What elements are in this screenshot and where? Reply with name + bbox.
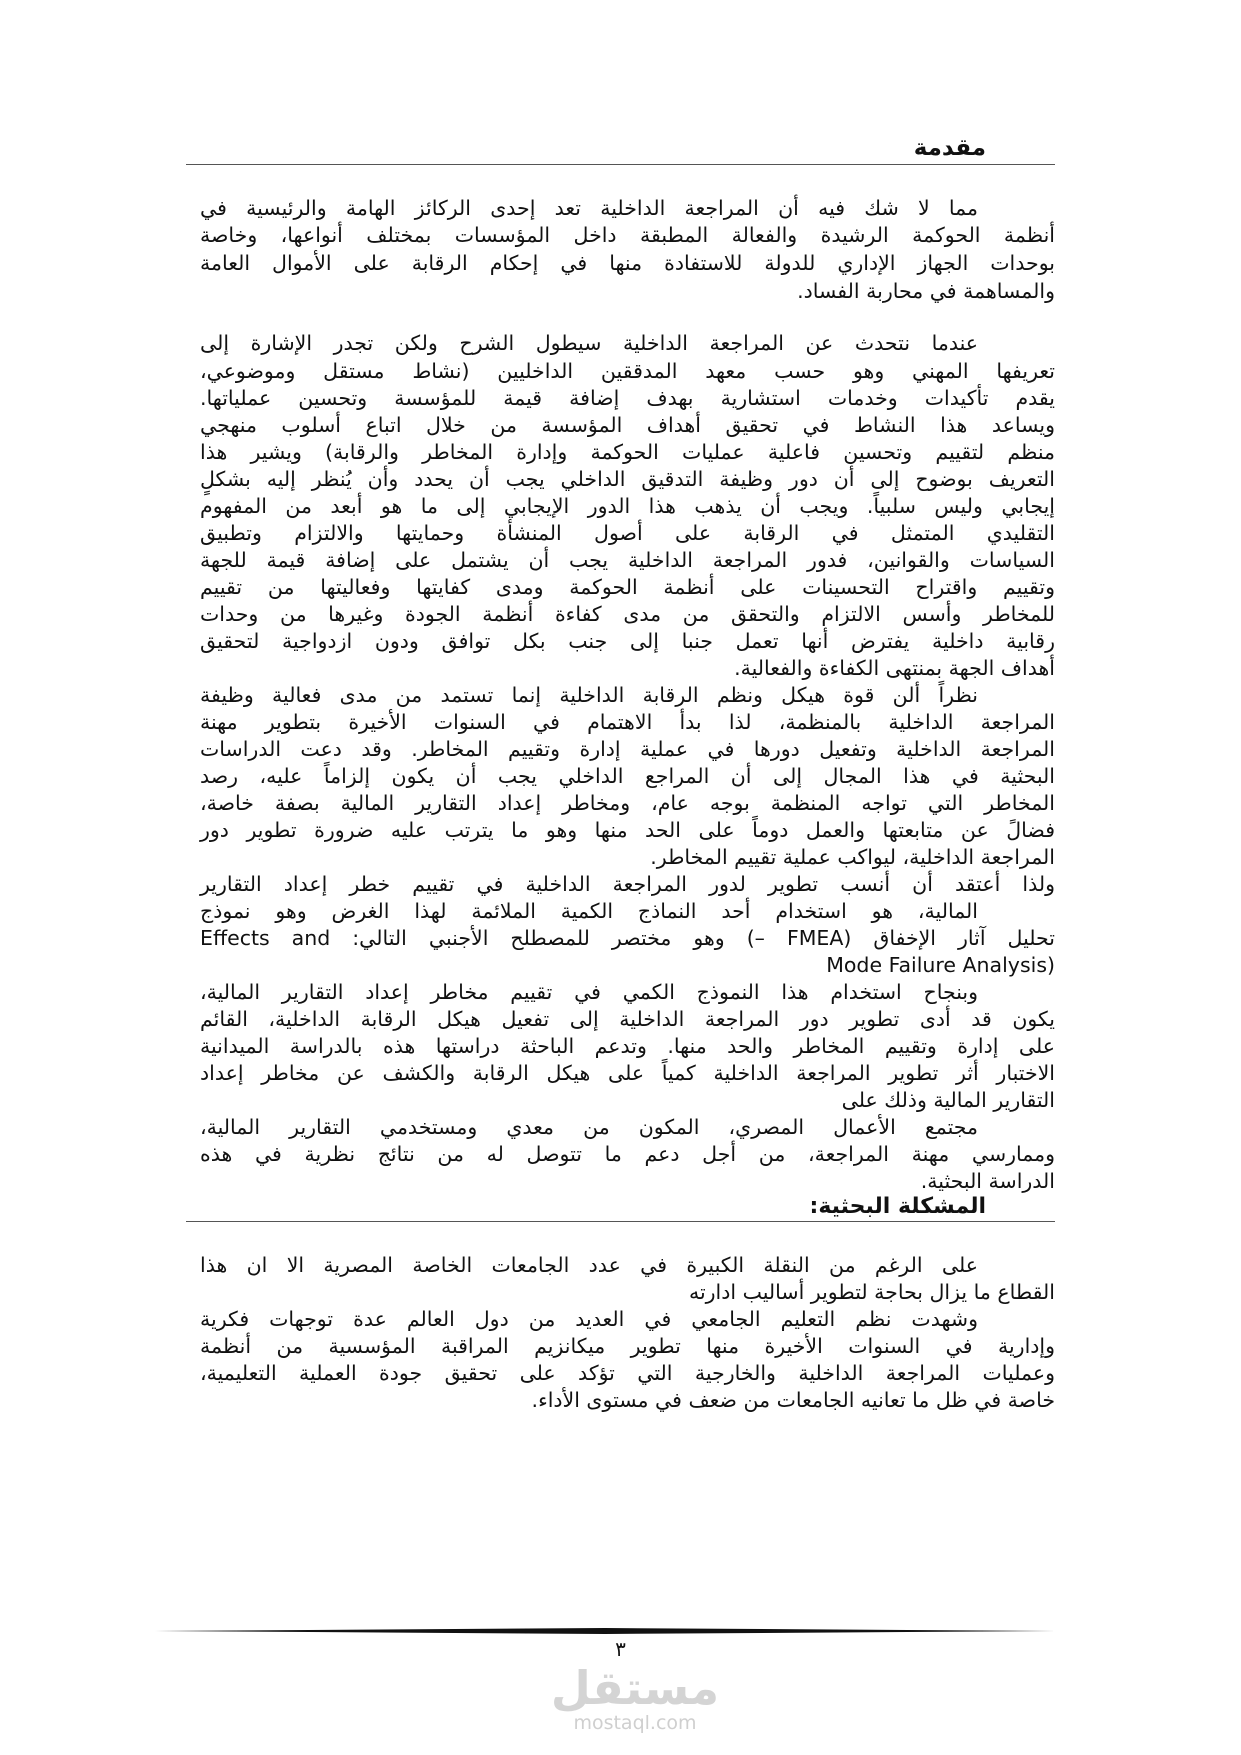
section-heading-intro: مقدمة [913,135,986,161]
text-line: المراجعة الداخلية، ليواكب عملية تقييم المخاطر. [650,845,1055,869]
heading-underline [186,1221,1055,1222]
text-line: وإدارية في السنوات الأخيرة منها تطوير ميكانزيم المراقبة المؤسسية من أنظمة [200,1334,1055,1358]
text-line: يقدم تأكيدات وخدمات استشارية بهدف إضافة قيمة للمؤسسة وتحسين عملياتها. [200,386,1055,410]
text-line: خاصة في ظل ما تعانيه الجامعات من ضعف في مستوى الأداء. [531,1388,1055,1412]
text-line: البحثية في هذا المجال إلى أن المراجع الداخلي يجب أن يكون إلزاماً عليه، رصد [200,764,1055,788]
text-line: مجتمع الأعمال المصري، المكون من معدي ومستخدمي التقارير المالية، [200,1115,978,1139]
text-line: رقابية داخلية يفترض أنها تعمل جنبا إلى جنب بكل توافق ودون ازدواجية لتحقيق [200,629,1055,653]
text-line: الدراسة البحثية. [920,1169,1055,1193]
text-line: يكون قد أدى تطوير دور المراجعة الداخلية إلى تفعيل هيكل الرقابة الداخلية، القائم [200,1007,1055,1031]
heading-underline [186,164,1055,165]
text-line: تحليل آثار الإخفاق (FMEA –) وهو مختصر للمصطلح الأجنبي التالي: Effects and [200,926,1055,950]
text-line: بوحدات الجهاز الإداري للدولة للاستفادة منها في إحكام الرقابة على الأموال العامة [200,251,1055,275]
text-line: ولذا أعتقد أن أنسب تطوير لدور المراجعة الداخلية في تقييم خطر إعداد التقارير [200,872,1055,896]
text-line: السياسات والقوانين، فدور المراجعة الداخلية يجب أن يشتمل على إضافة قيمة للجهة [200,548,1055,572]
footer-divider [155,1628,1055,1634]
text-line: أهداف الجهة بمنتهى الكفاءة والفعالية. [734,656,1055,680]
section-heading-problem: المشكلة البحثية: [809,1194,986,1219]
text-line: وممارسي مهنة المراجعة، من أجل دعم ما تتوصل له من نتائج نظرية في هذه [200,1142,1055,1166]
text-line: المراجعة الداخلية بالمنظمة، لذا بدأ الاهتمام في السنوات الأخيرة بتطوير مهنة [200,710,1055,734]
text-line: الاختبار أثر تطوير المراجعة الداخلية كمياً على هيكل الرقابة والكشف عن مخاطر إعداد [200,1061,1055,1085]
text-line: نظراً ألن قوة هيكل ونظم الرقابة الداخلية إنما تستمد من مدى فعالية وظيفة [200,683,978,707]
text-line: Mode Failure Analysis) [826,953,1055,977]
text-line: أنظمة الحوكمة الرشيدة والفعالة المطبقة داخل المؤسسات بمختلف أنواعها، وخاصة [200,223,1055,247]
text-line: المراجعة الداخلية وتفعيل دورها في عملية إدارة وتقييم المخاطر. وقد دعت الدراسات [200,737,1055,761]
text-line: وتقييم واقتراح التحسينات على أنظمة الحوكمة ومدى كفايتها وفعاليتها من تقييم [200,575,1055,599]
text-line: التقارير المالية وذلك على [841,1088,1055,1112]
watermark-url: mostaql.com [573,1712,697,1734]
text-line: على إدارة وتقييم المخاطر والحد منها. وتدعم الباحثة دراستها هذه بالدراسة الميدانية [200,1034,1055,1058]
text-line: وشهدت نظم التعليم الجامعي في العديد من دول العالم عدة توجهات فكرية [200,1307,978,1331]
watermark-logo: مستقل [550,1661,720,1715]
text-line: القطاع ما يزال بحاجة لتطوير أساليب ادارته [688,1280,1055,1304]
text-line: المالية، هو استخدام أحد النماذج الكمية الملائمة لهذا الغرض وهو نموذج [200,899,978,923]
text-line: فضالً عن متابعتها والعمل دوماً على الحد منها وهو ما يترتب عليه ضرورة تطوير دور [200,818,1055,842]
text-line: وبنجاح استخدام هذا النموذج الكمي في تقييم مخاطر إعداد التقارير المالية، [200,980,978,1004]
text-line: والمساهمة في محاربة الفساد. [797,279,1055,303]
text-line: المخاطر التي تواجه المنظمة بوجه عام، ومخاطر إعداد التقارير المالية بصفة خاصة، [200,791,1055,815]
text-line: للمخاطر وأسس الالتزام والتحقق من مدى كفاءة أنظمة الجودة وغيرها من وحدات [200,602,1055,626]
text-line: مما لا شك فيه أن المراجعة الداخلية تعد إحدى الركائز الهامة والرئيسية في [200,196,978,220]
text-line: منظم لتقييم وتحسين فاعلية عمليات الحوكمة وإدارة المخاطر والرقابة) ويشير هذا [200,440,1055,464]
text-line: التعريف بوضوح إلى أن دور وظيفة التدقيق الداخلي يجب أن يحدد وأن يُنظر إليه بشكلٍ [200,467,1055,491]
text-line: ويساعد هذا النشاط في تحقيق أهداف المؤسسة من خلال اتباع أسلوب منهجي [200,413,1055,437]
page-number: ٣ [615,1637,626,1661]
text-line: إيجابي وليس سلبياً. ويجب أن يذهب هذا الدور الإيجابي إلى ما هو أبعد من المفهوم [200,494,1055,518]
text-line: وعمليات المراجعة الداخلية والخارجية التي تؤكد على تحقيق جودة العملية التعليمية، [200,1361,1055,1385]
text-line: عندما نتحدث عن المراجعة الداخلية سيطول الشرح ولكن تجدر الإشارة إلى [200,331,978,355]
text-line: تعريفها المهني وهو حسب معهد المدققين الداخليين (نشاط مستقل وموضوعي، [200,359,1055,383]
text-line: على الرغم من النقلة الكبيرة في عدد الجامعات الخاصة المصرية الا ان هذا [200,1253,978,1277]
text-line: التقليدي المتمثل في الرقابة على أصول المنشأة وحمايتها والالتزام وتطبيق [200,521,1055,545]
